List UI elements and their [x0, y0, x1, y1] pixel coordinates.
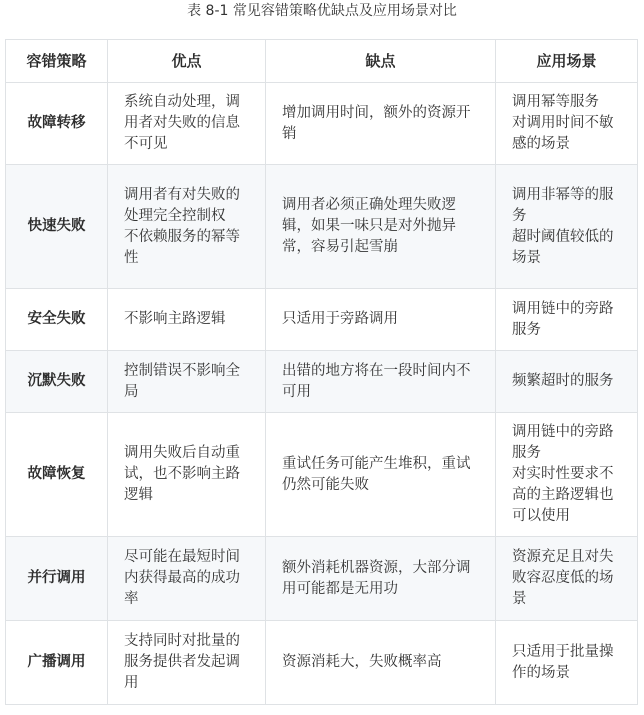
- pros-cell: 尽可能在最短时间内获得最高的成功率: [108, 537, 266, 621]
- table-row: [6, 351, 638, 413]
- strategy-name: 并行调用: [6, 537, 108, 621]
- strategy-name: 快速失败: [6, 165, 108, 289]
- scenario-cell: 资源充足且对失败容忍度低的场景: [496, 537, 638, 621]
- cons-cell: 调用者必须正确处理失败逻辑，如果一味只是对外抛异常，容易引起雪崩: [266, 165, 496, 289]
- table-row: [6, 621, 638, 705]
- scenario-cell: 只适用于批量操作的场景: [496, 621, 638, 705]
- header-cons: 缺点: [266, 40, 496, 83]
- pros-cell: 支持同时对批量的服务提供者发起调用: [108, 621, 266, 705]
- table-row: [6, 83, 638, 165]
- table-row: [6, 289, 638, 351]
- cons-cell: 资源消耗大，失败概率高: [266, 621, 496, 705]
- scenario-cell: 调用链中的旁路服务: [496, 289, 638, 351]
- pros-cell: 调用失败后自动重试，也不影响主路逻辑: [108, 413, 266, 537]
- cons-cell: 出错的地方将在一段时间内不可用: [266, 351, 496, 413]
- pros-cell: 不影响主路逻辑: [108, 289, 266, 351]
- cons-cell: 增加调用时间，额外的资源开销: [266, 83, 496, 165]
- scenario-cell: 调用非幂等的服务 超时阈值较低的场景: [496, 165, 638, 289]
- cons-cell: 只适用于旁路调用: [266, 289, 496, 351]
- strategy-name: 广播调用: [6, 621, 108, 705]
- strategy-name: 故障转移: [6, 83, 108, 165]
- header-pros: 优点: [108, 40, 266, 83]
- scenario-cell: 频繁超时的服务: [496, 351, 638, 413]
- pros-cell: 调用者有对失败的处理完全控制权 不依赖服务的幂等性: [108, 165, 266, 289]
- strategy-name: 沉默失败: [6, 351, 108, 413]
- scenario-cell: 调用链中的旁路服务 对实时性要求不高的主路逻辑也可以使用: [496, 413, 638, 537]
- table-row: [6, 537, 638, 621]
- cons-cell: 额外消耗机器资源，大部分调用可能都是无用功: [266, 537, 496, 621]
- table-row: [6, 165, 638, 289]
- header-strategy: 容错策略: [6, 40, 108, 83]
- table-row: [6, 413, 638, 537]
- table-caption: 表 8-1 常见容错策略优缺点及应用场景对比: [187, 3, 457, 19]
- pros-cell: 控制错误不影响全局: [108, 351, 266, 413]
- header-scenario: 应用场景: [496, 40, 638, 83]
- table-header-row: [6, 40, 638, 83]
- fault-tolerance-table: [5, 39, 638, 705]
- strategy-name: 故障恢复: [6, 413, 108, 537]
- scenario-cell: 调用幂等服务 对调用时间不敏感的场景: [496, 83, 638, 165]
- strategy-name: 安全失败: [6, 289, 108, 351]
- cons-cell: 重试任务可能产生堆积，重试仍然可能失败: [266, 413, 496, 537]
- pros-cell: 系统自动处理，调用者对失败的信息不可见: [108, 83, 266, 165]
